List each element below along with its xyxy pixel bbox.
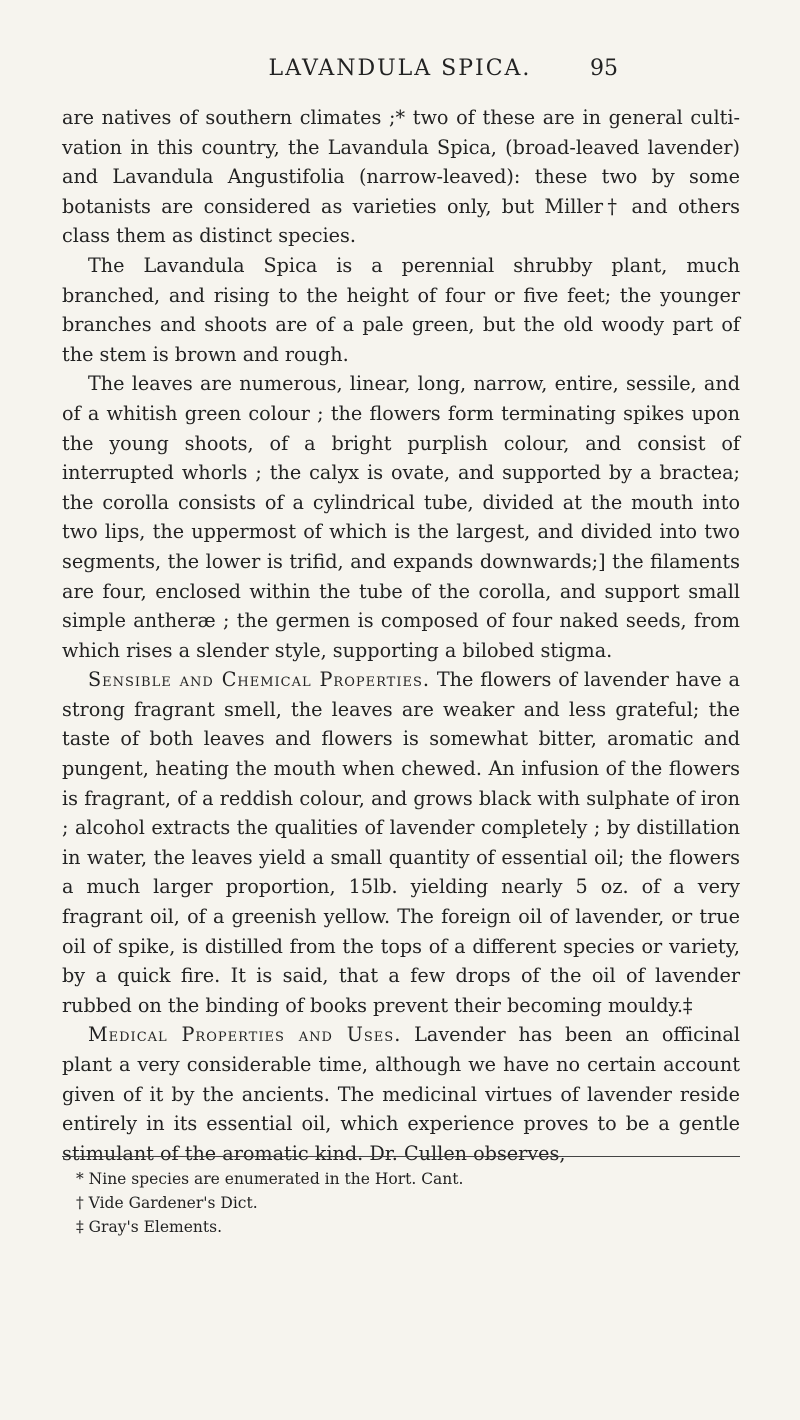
- paragraph-sensible-chemical-properties: [62, 665, 740, 1020]
- footnotes: [76, 1167, 696, 1239]
- footnote-3: ‡ Gray's Elements.: [76, 1218, 223, 1236]
- section-heading-medical: Medical Properties and Uses.: [88, 1023, 402, 1047]
- paragraph-species-intro: are natives of southern climates ;* two of these are in general culti- vation in this country, the Lavandula Spica, (broad-leaved lavender) and Lavandula Angustifolia (narrow-leaved): these two by some botanists are considered as varieties only, but Miller† and others class them as distinct species.: [62, 106, 740, 248]
- footnote-2: † Vide Gardener's Dict.: [76, 1194, 258, 1212]
- paragraph-medical-properties: [62, 1020, 740, 1168]
- page-number: 95: [590, 56, 618, 81]
- section-heading-sensible-chemical: Sensible and Chemical Properties.: [88, 668, 430, 692]
- running-title: LAVANDULA SPICA.: [268, 56, 532, 81]
- body-text: [62, 103, 740, 1168]
- paragraph-leaves-flowers: The leaves are numerous, linear, long, narrow, entire, sessile, and of a whitish green colour ; the flowers form terminating spikes upon the young shoots, of a bright purplish colour, and consist of interrupted whorls ; the calyx is ovate, and supported by a bractea; the corolla consists of a cylindrical tube, divided at the mouth into two lips, the uppermost of which is the largest, and divided into two segments, the lower is trifid, and expands downwards;] the filaments are four, enclosed within the tube of the corolla, and support small simple antheræ ; the germen is composed of four naked seeds, from which rises a slender style, supporting a bilobed stigma.: [62, 372, 740, 662]
- footnote-1: * Nine species are enumerated in the Hort. Cant.: [76, 1170, 464, 1188]
- paragraph-plant-description: The Lavandula Spica is a perennial shrubby plant, much branched, and rising to the height of four or five feet; the younger branches and shoots are of a pale green, but the old woody part of the stem is brown and rough.: [62, 253, 740, 366]
- section-text-medical: Lavender has been an officinal plant a very considerable time, although we have no certain account given of it by the ancients. The medicinal virtues of lavender reside entirely in its essential oil, which experience proves to be a gentle stimulant of the aromatic kind. Dr. Cullen observes,: [62, 1023, 741, 1165]
- section-text-sensible-chemical: The flowers of lavender have a strong fragrant smell, the leaves are weaker and less grateful; the taste of both leaves and flowers is somewhat bitter, aromatic and pungent, heating the mouth when chewed. An infusion of the flowers is fragrant, of a reddish colour, and grows black with sulphate of iron ; alcohol extracts the qualities of lavender completely ; by distillation in water, the leaves yield a small quantity of essential oil; the flowers a much larger proportion, 15lb. yielding nearly 5 oz. of a very fragrant oil, of a greenish yellow. The foreign oil of lavender, or true oil of spike, is distilled from the tops of a different species or variety, by a quick fire. It is said, that a few drops of the oil of lavender rubbed on the binding of books prevent their becoming mouldy.‡: [62, 668, 740, 1017]
- footnote-divider: [62, 1156, 740, 1157]
